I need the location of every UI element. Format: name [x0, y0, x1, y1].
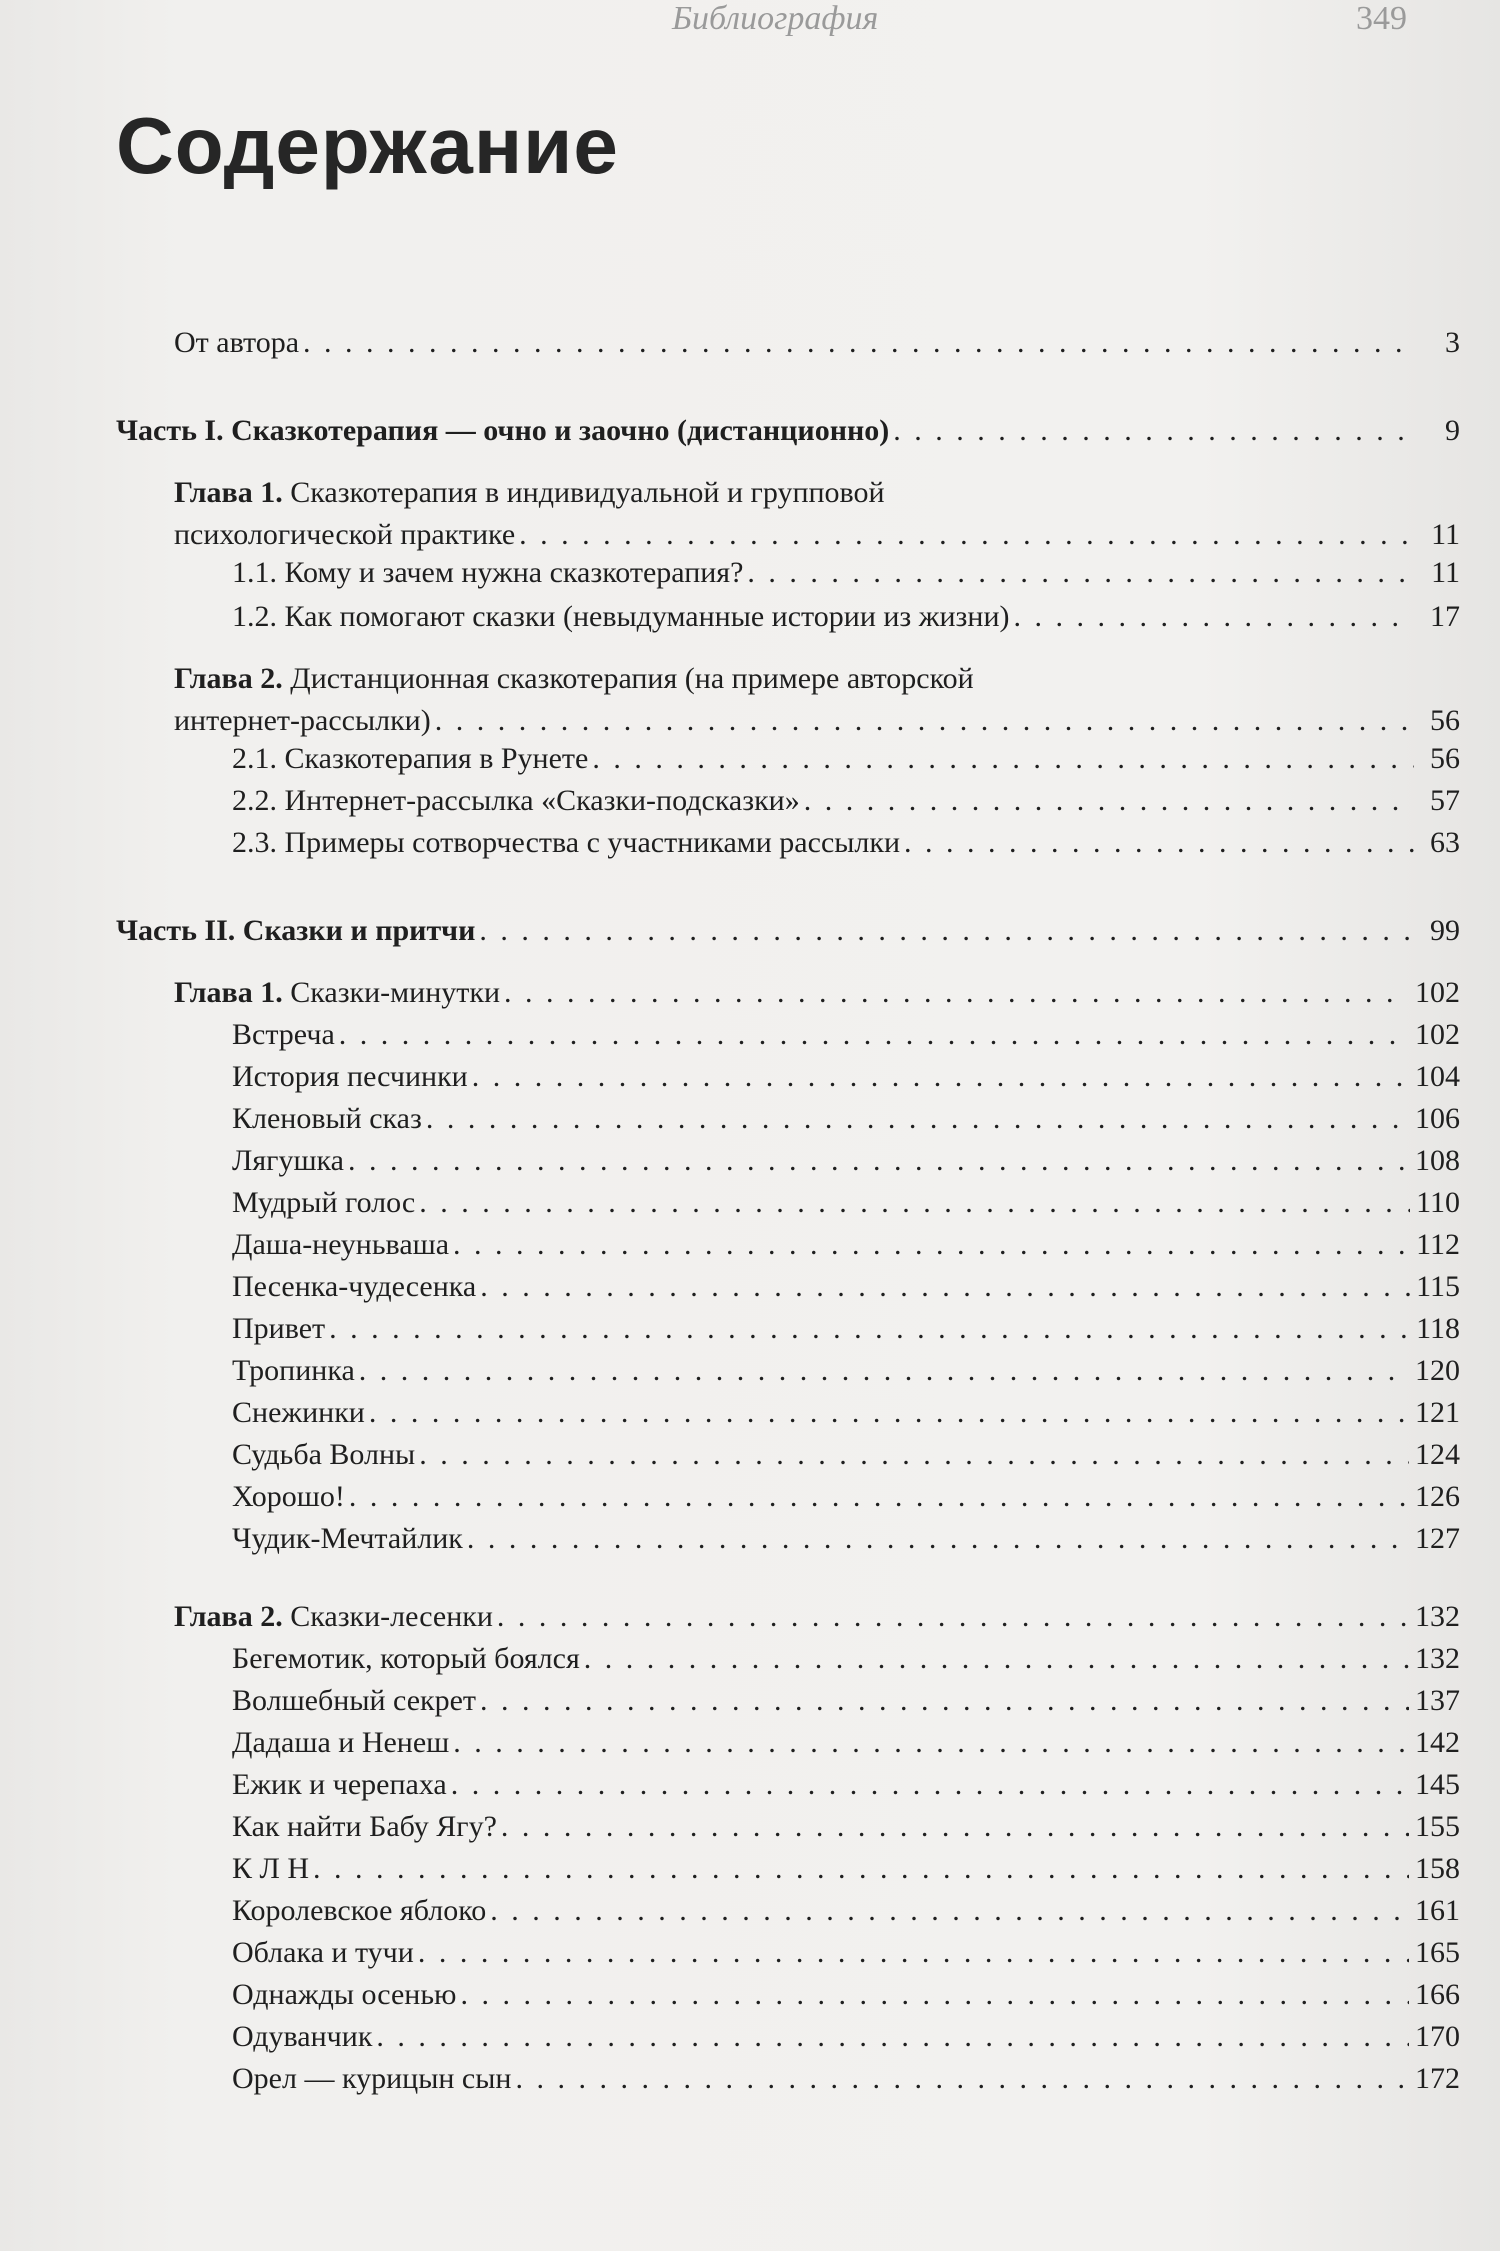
dot-leader [348, 1142, 1409, 1180]
toc-entry-title: Как найти Бабу Ягу? [232, 1810, 497, 1843]
dot-leader [426, 1100, 1409, 1138]
toc-story-entry[interactable] [232, 1352, 1460, 1390]
dot-leader [1014, 598, 1414, 636]
page-title: Содержание [116, 101, 619, 190]
toc-section-entry[interactable] [232, 598, 1460, 636]
toc-entry-title: 1.1. Кому и зачем нужна сказкотерапия? [232, 556, 744, 589]
toc-entry-title: 2.2. Интернет-рассылка «Сказки-подсказки» [232, 784, 800, 817]
toc-story-entry[interactable] [232, 1520, 1460, 1558]
toc-page-number: 104 [1415, 1060, 1460, 1093]
toc-story-entry[interactable] [232, 1058, 1460, 1096]
dot-leader [747, 554, 1414, 592]
toc-entry-title: Бегемотик, который боялся [232, 1642, 580, 1675]
dot-leader [313, 1850, 1409, 1888]
toc-page-number: 166 [1415, 1978, 1460, 2011]
toc-story-entry[interactable] [232, 1478, 1460, 1516]
toc-story-entry[interactable] [232, 1640, 1460, 1678]
toc-entry-title: Мудрый голос [232, 1186, 416, 1219]
toc-chapter-number: Глава 1. [174, 976, 283, 1009]
toc-page-number: 108 [1415, 1144, 1460, 1177]
dot-leader [369, 1394, 1409, 1432]
dot-leader [376, 2018, 1409, 2056]
toc-page-number: 56 [1430, 742, 1460, 775]
toc-page-number: 56 [1430, 704, 1460, 737]
toc-entry-title: От автора [174, 326, 300, 359]
dot-leader [480, 1268, 1410, 1306]
toc-page-number: 132 [1415, 1600, 1460, 1633]
toc-story-entry[interactable] [232, 1892, 1460, 1930]
toc-entry-title: Дадаша и Ненеш [232, 1726, 450, 1759]
toc-entry-title: Лягушка [232, 1144, 344, 1177]
dot-leader [303, 324, 1414, 362]
running-head [0, 0, 1500, 40]
toc-entry-title: 1.2. Как помогают сказки (невыдуманные истории из жизни) [232, 600, 1010, 633]
toc-story-entry[interactable] [232, 1100, 1460, 1138]
toc-part-entry[interactable] [116, 912, 1460, 950]
toc-story-entry[interactable] [232, 1934, 1460, 1972]
toc-entry-title: Хорошо! [232, 1480, 345, 1513]
toc-page-number: 142 [1415, 1726, 1460, 1759]
toc-entry-title: Ежик и черепаха [232, 1768, 447, 1801]
dot-leader [418, 1934, 1409, 1972]
toc-chapter-number: Глава 1. [174, 476, 283, 509]
toc-entry-title: Судьба Волны [232, 1438, 416, 1471]
toc-page-number: 110 [1416, 1186, 1460, 1219]
toc-page-number: 132 [1415, 1642, 1460, 1675]
toc-story-entry[interactable] [232, 1808, 1460, 1846]
running-head-page-number: 349 [1356, 0, 1407, 37]
toc-page-number: 118 [1416, 1312, 1460, 1345]
toc-part-title: Часть II. Сказки и притчи [116, 914, 476, 947]
dot-leader [419, 1436, 1409, 1474]
dot-leader [359, 1352, 1409, 1390]
dot-leader [479, 912, 1414, 950]
toc-entry-title: Встреча [232, 1018, 335, 1051]
toc-page-number: 11 [1431, 556, 1460, 589]
toc-page-number: 161 [1415, 1894, 1460, 1927]
toc-entry-title: Песенка-чудесенка [232, 1270, 477, 1303]
dot-leader [519, 516, 1414, 554]
toc-entry-title: Тропинка [232, 1354, 355, 1387]
toc-part-entry[interactable] [116, 412, 1460, 450]
dot-leader [453, 1226, 1410, 1264]
dot-leader [515, 2060, 1409, 2098]
toc-entry-title: Орел — курицын сын [232, 2062, 512, 2095]
toc-page-number: 137 [1415, 1684, 1460, 1717]
toc-story-entry[interactable] [232, 1394, 1460, 1432]
toc-page-number: 3 [1445, 326, 1460, 359]
toc-page-number: 106 [1415, 1102, 1460, 1135]
toc-entry-title: Чудик-Мечтайлик [232, 1522, 463, 1555]
dot-leader [504, 974, 1409, 1012]
dot-leader [435, 702, 1414, 740]
toc-section-entry[interactable] [232, 554, 1460, 592]
toc-entry-title: Снежинки [232, 1396, 365, 1429]
toc-chapter-entry[interactable] [174, 974, 1460, 1012]
toc-entry-title: Даша-неуньваша [232, 1228, 450, 1261]
toc-entry-title: Однажды осенью [232, 1978, 457, 2011]
toc-chapter-entry[interactable] [174, 1598, 1460, 1636]
toc-entry-title: История песчинки [232, 1060, 468, 1093]
toc-page-number: 120 [1415, 1354, 1460, 1387]
toc-story-entry[interactable] [232, 1016, 1460, 1054]
toc-entry-title: К Л Н [232, 1852, 310, 1885]
dot-leader [804, 782, 1414, 820]
dot-leader [904, 824, 1414, 862]
toc-page-number: 121 [1415, 1396, 1460, 1429]
toc-page-number: 172 [1415, 2062, 1460, 2095]
toc-section-entry[interactable] [232, 740, 1460, 778]
dot-leader [349, 1478, 1409, 1516]
dot-leader [419, 1184, 1410, 1222]
toc-chapter-title-line2: интернет-рассылки) [174, 704, 431, 737]
toc-section-entry[interactable] [232, 824, 1460, 862]
dot-leader [480, 1682, 1409, 1720]
toc-story-entry[interactable] [232, 1850, 1460, 1888]
toc-page-number: 9 [1445, 414, 1460, 447]
toc-story-entry[interactable] [232, 1310, 1460, 1348]
toc-chapter-title-line1: Дистанционная сказкотерапия (на примере авторской [282, 662, 974, 695]
dot-leader [501, 1808, 1409, 1846]
dot-leader [453, 1724, 1409, 1762]
toc-story-entry[interactable] [232, 1766, 1460, 1804]
toc-part-title: Часть I. Сказкотерапия — очно и заочно (дистанционно) [116, 414, 890, 447]
dot-leader [460, 1976, 1409, 2014]
toc-chapter-title-line2: психологической практике [174, 518, 516, 551]
toc-page-number: 126 [1415, 1480, 1460, 1513]
toc-story-entry[interactable] [232, 2060, 1460, 2098]
toc-page-number: 124 [1415, 1438, 1460, 1471]
toc-story-entry[interactable] [232, 1976, 1460, 2014]
toc-entry-title: Привет [232, 1312, 326, 1345]
toc-chapter-entry[interactable] [174, 660, 1460, 740]
toc-entry-title: Одуванчик [232, 2020, 373, 2053]
toc-entry-title: Волшебный секрет [232, 1684, 477, 1717]
toc-story-entry[interactable] [232, 1226, 1460, 1264]
dot-leader [339, 1016, 1409, 1054]
toc-chapter-entry[interactable] [174, 474, 1460, 554]
toc-story-entry[interactable] [232, 1436, 1460, 1474]
toc-page-number: 11 [1431, 518, 1460, 551]
running-head-title: Библиография [672, 0, 879, 37]
dot-leader [584, 1640, 1409, 1678]
toc-page-number: 165 [1415, 1936, 1460, 1969]
toc-entry-title: 2.1. Сказкотерапия в Рунете [232, 742, 589, 775]
toc-story-entry[interactable] [232, 1724, 1460, 1762]
toc-page-number: 112 [1416, 1228, 1460, 1261]
toc-story-entry[interactable] [232, 1142, 1460, 1180]
toc-entry-title: Королевское яблоко [232, 1894, 487, 1927]
toc-page-number: 127 [1415, 1522, 1460, 1555]
toc-page-number: 102 [1415, 1018, 1460, 1051]
dot-leader [497, 1598, 1409, 1636]
toc-page-number: 155 [1415, 1810, 1460, 1843]
toc-page-number: 63 [1430, 826, 1460, 859]
dot-leader [472, 1058, 1409, 1096]
dot-leader [467, 1520, 1409, 1558]
dot-leader [329, 1310, 1410, 1348]
toc-page-number: 170 [1415, 2020, 1460, 2053]
toc-chapter-title: Сказки-минутки [282, 976, 501, 1009]
toc-entry-title: Облака и тучи [232, 1936, 414, 1969]
toc-chapter-title-line1: Сказкотерапия в индивидуальной и групповой [282, 476, 885, 509]
toc-story-entry[interactable] [232, 1268, 1460, 1306]
toc-page-number: 102 [1415, 976, 1460, 1009]
dot-leader [592, 740, 1414, 778]
toc-section-entry[interactable] [232, 782, 1460, 820]
toc-page-number: 115 [1416, 1270, 1460, 1303]
toc-page-number: 17 [1430, 600, 1460, 633]
toc-story-entry[interactable] [232, 2018, 1460, 2056]
dot-leader [490, 1892, 1409, 1930]
toc-chapter-number: Глава 2. [174, 662, 283, 695]
toc-page-number: 57 [1430, 784, 1460, 817]
toc-entry-title: 2.3. Примеры сотворчества с участниками рассылки [232, 826, 901, 859]
toc-chapter-number: Глава 2. [174, 1600, 283, 1633]
dot-leader [893, 412, 1414, 450]
toc-page-number: 158 [1415, 1852, 1460, 1885]
toc-story-entry[interactable] [232, 1184, 1460, 1222]
toc-story-entry[interactable] [232, 1682, 1460, 1720]
toc-page-number: 99 [1430, 914, 1460, 947]
dot-leader [451, 1766, 1409, 1804]
toc-page-number: 145 [1415, 1768, 1460, 1801]
toc-chapter-title: Сказки-лесенки [282, 1600, 493, 1633]
toc-entry-title: Кленовый сказ [232, 1102, 422, 1135]
toc-entry[interactable] [174, 324, 1460, 362]
